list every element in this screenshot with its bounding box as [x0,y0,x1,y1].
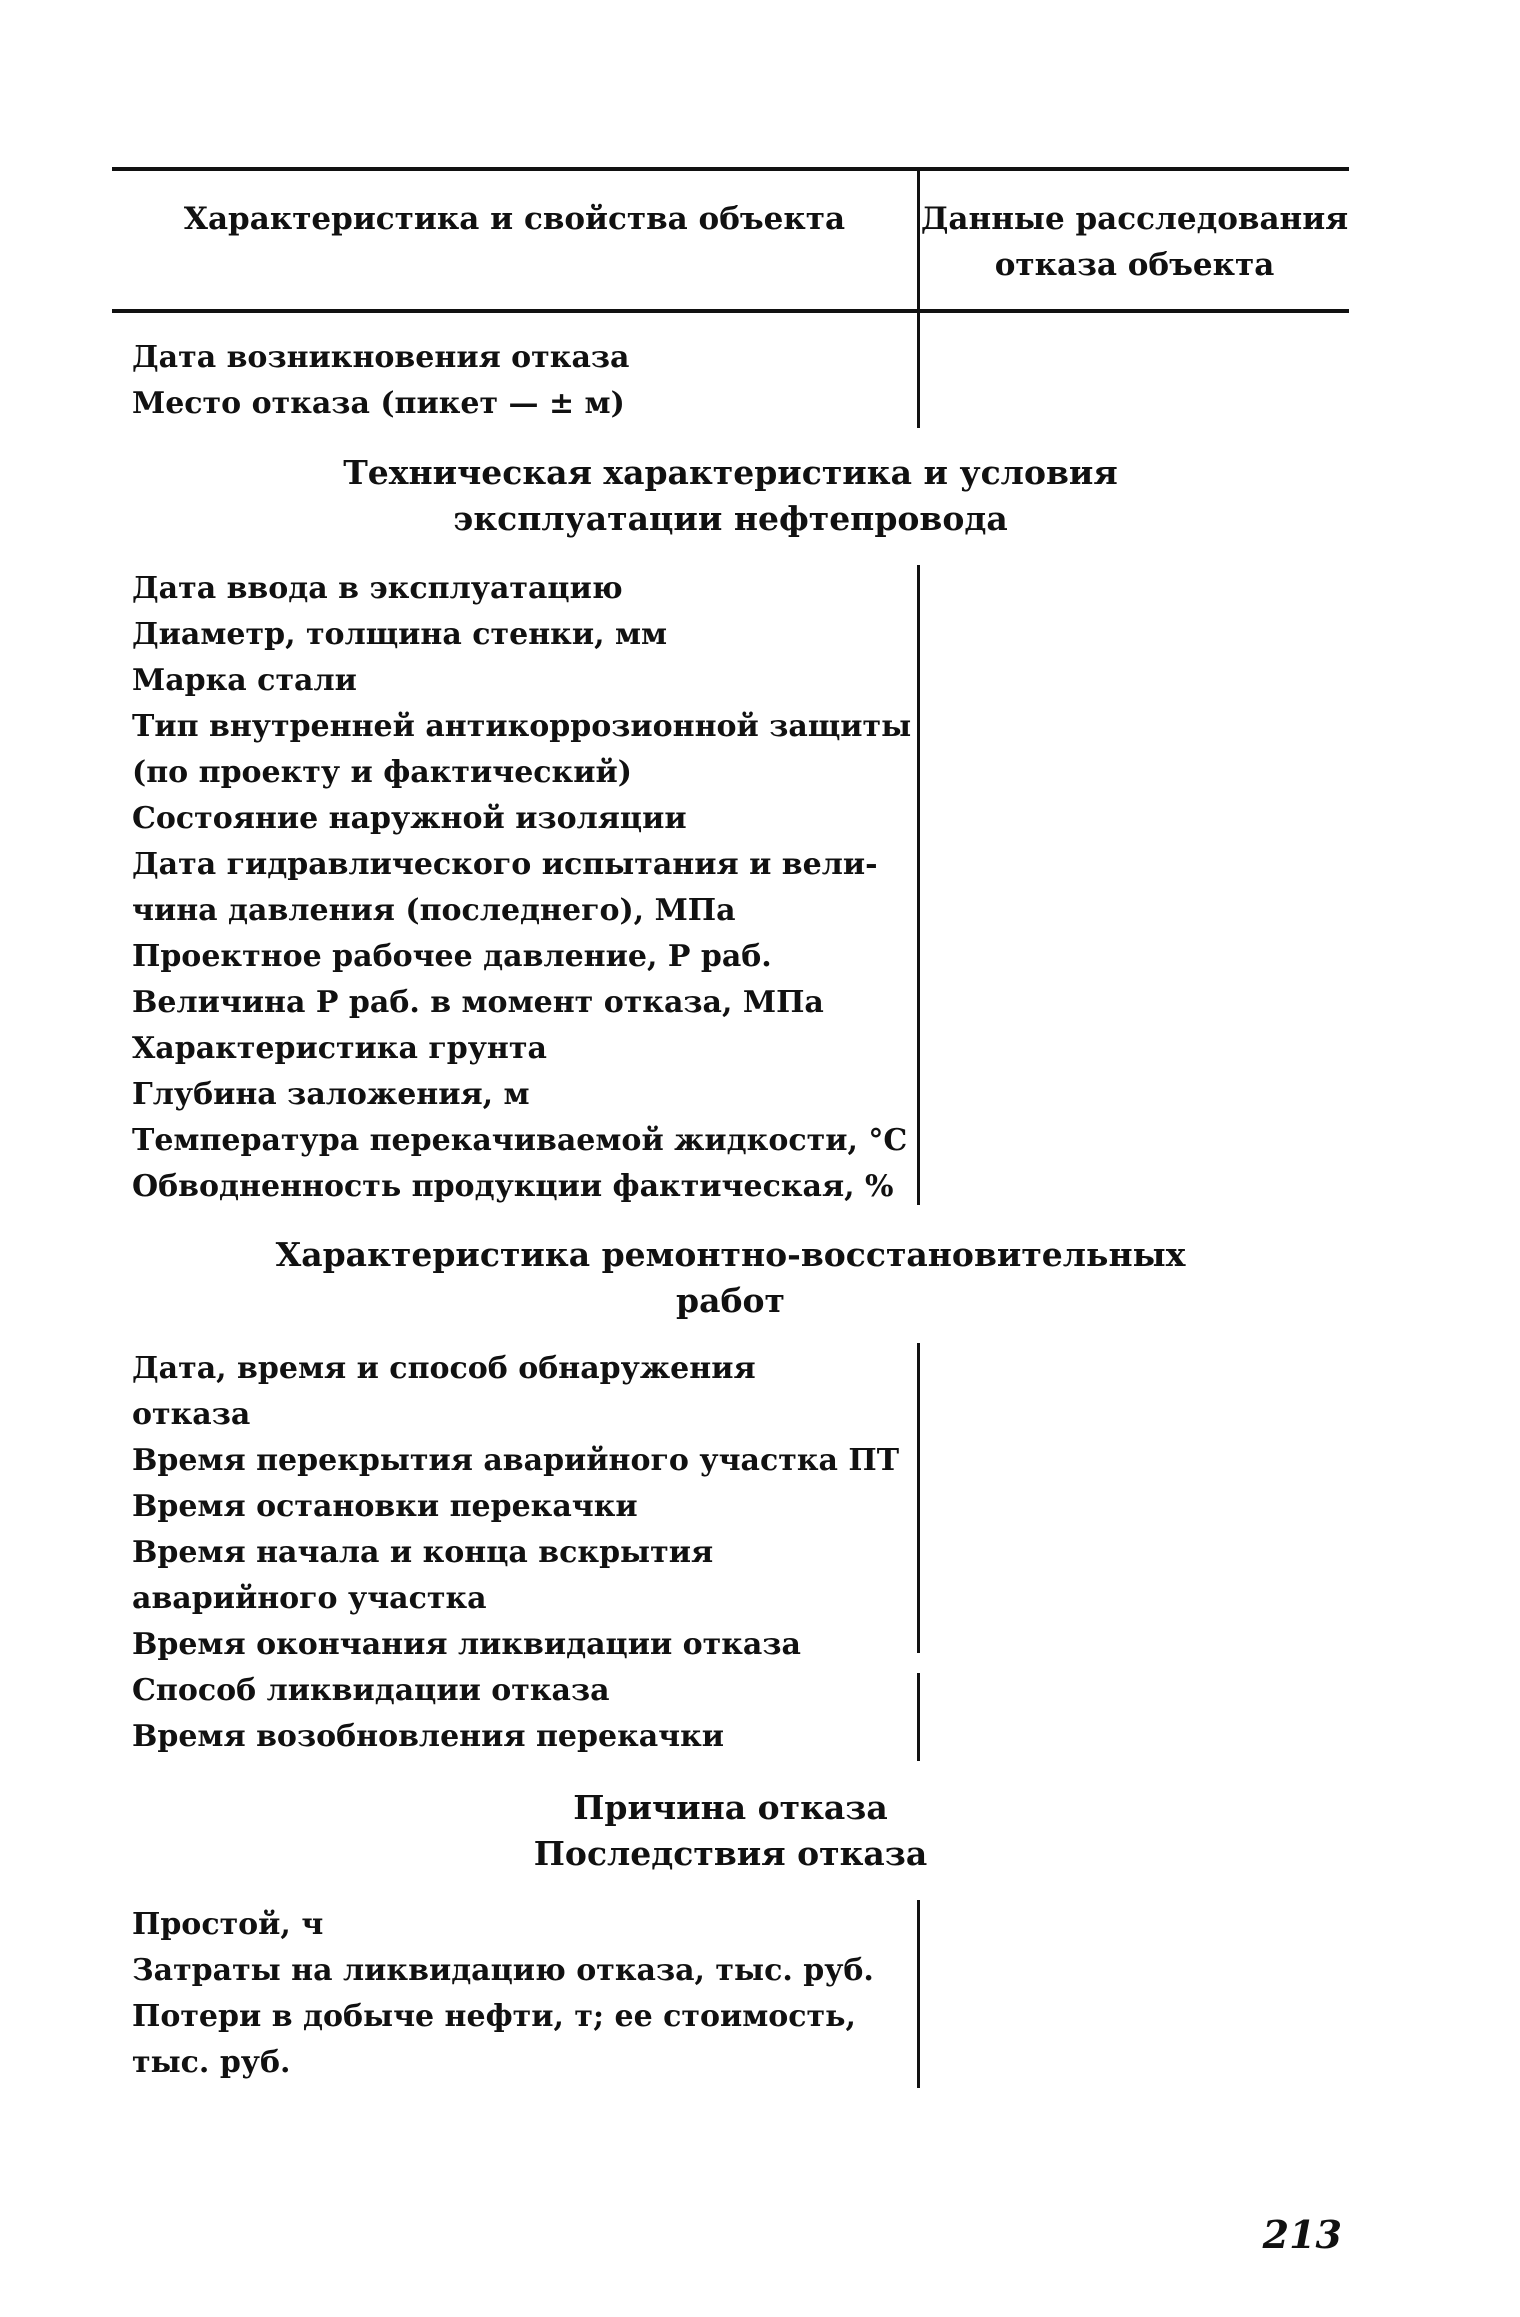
list-item: Обводненность продукции фактическая, % [132,1169,894,1204]
list-item: Проектное рабочее давление, Р раб. [132,939,772,974]
section-technical-line1: Техническая характеристика и условия [343,453,1118,492]
list-item: Время остановки перекачки [132,1489,638,1524]
list-item: Время возобновления перекачки [132,1719,725,1754]
section-title-technical [112,450,1349,542]
list-item: Время окончания ликвидации отказа [132,1627,801,1662]
list-item: Дата гидравлического испытания и вели- [132,847,878,882]
block4-column-divider [917,1900,920,2088]
header-investigation-line2: отказа объекта [994,247,1275,283]
section-repair-line1: Характеристика ремонтно-восстановительных [275,1235,1186,1274]
list-item: Тип внутренней антикоррозионной защиты [132,709,912,744]
list-item: Затраты на ликвидацию отказа, тыс. руб. [132,1953,874,1988]
list-item: Дата возникновения отказа [132,340,630,375]
list-item: Состояние наружной изоляции [132,801,687,836]
list-item: Простой, ч [132,1907,324,1942]
block2-column-divider [917,565,920,1205]
list-item: Потери в добыче нефти, т; ее стоимость, [132,1999,856,2034]
list-item: Время перекрытия аварийного участка ПТ [132,1443,900,1478]
section-repair-line2: работ [676,1281,785,1320]
section-title-repair [112,1232,1349,1324]
list-item: Характеристика грунта [132,1031,547,1066]
list-item: Способ ликвидации отказа [132,1673,610,1708]
section-cause-line1: Причина отказа [573,1788,888,1827]
list-item: Дата, время и способ обнаружения [132,1351,756,1386]
list-item: чина давления (последнего), МПа [132,893,736,928]
block1-column-divider [917,313,920,428]
header-investigation-line1: Данные расследования [920,201,1349,237]
block-technical-characteristics [132,566,912,1210]
section-technical-line2: эксплуатации нефтепровода [453,499,1008,538]
header-investigation-data [920,196,1349,288]
list-item: Время начала и конца вскрытия [132,1535,714,1570]
list-item: Глубина заложения, м [132,1077,530,1112]
block-failure-basics [132,335,912,427]
list-item: тыс. руб. [132,2045,291,2080]
section-cause-line2: Последствия отказа [533,1834,928,1873]
block3-column-divider-lower [917,1673,920,1761]
list-item: Диаметр, толщина стенки, мм [132,617,668,652]
block-repair-works [132,1346,912,1760]
list-item: (по проекту и фактический) [132,755,632,790]
table-header-bottom-rule [112,309,1349,313]
block3-column-divider-upper [917,1343,920,1653]
list-item: Дата ввода в эксплуатацию [132,571,623,606]
list-item: Место отказа (пикет — ± м) [132,386,625,421]
list-item: Температура перекачиваемой жидкости, °С [132,1123,908,1158]
list-item: Величина Р раб. в момент отказа, МПа [132,985,824,1020]
list-item: отказа [132,1397,251,1432]
block-consequences [132,1902,912,2086]
section-title-cause [112,1785,1349,1877]
page-number: 213 [1262,2212,1342,2257]
list-item: аварийного участка [132,1581,487,1616]
table-top-rule [112,167,1349,171]
header-characteristics: Характеристика и свойства объекта [183,201,846,237]
list-item: Марка стали [132,663,357,698]
